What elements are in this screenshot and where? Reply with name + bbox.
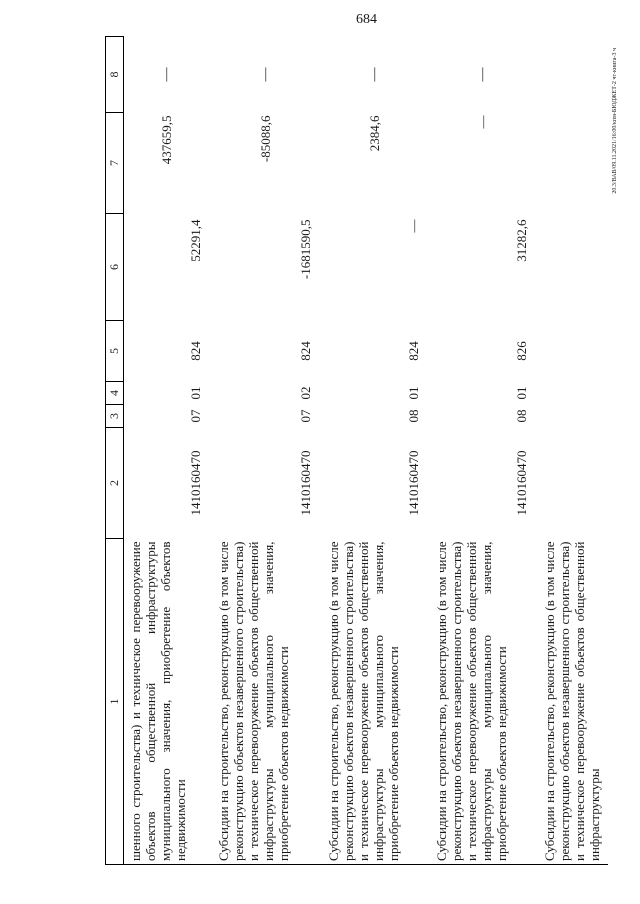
row-col8 <box>538 37 608 113</box>
header-col-7: 7 <box>106 113 124 214</box>
row-col7 <box>538 113 608 214</box>
row-name: Субсидии на строительство, реконструкцию (в том числе реконструкцию объектов незавершенного строительства) и техническое перевооружение объектов общественной инфраструктуры <box>538 539 608 865</box>
table-row <box>124 37 212 865</box>
table-row <box>212 37 322 865</box>
side-stamp-text: 20.3/ВАВ/09.11.2021/16:00/кпм-БЮДЖЕТ-2 чт-книга-3 ч <box>612 48 618 194</box>
row-col6: -1681590,5 <box>297 219 313 280</box>
row-type: 824 <box>405 341 421 361</box>
header-col-1: 1 <box>106 539 124 865</box>
budget-table <box>105 36 608 865</box>
header-col-6: 6 <box>106 214 124 321</box>
header-col-2: 2 <box>106 428 124 539</box>
row-subsection: 01 <box>187 386 203 400</box>
row-section: 07 <box>187 409 203 423</box>
row-col8: — <box>257 67 273 82</box>
row-code: 1410160470 <box>187 450 203 516</box>
row-type <box>538 321 608 382</box>
row-section: 08 <box>405 409 421 423</box>
rotated-table-container <box>105 45 602 865</box>
row-col8: — <box>366 67 382 82</box>
row-col6: 52291,4 <box>187 219 203 262</box>
page-number: 684 <box>356 12 377 27</box>
side-stamp <box>608 42 622 842</box>
row-subsection: 01 <box>405 386 421 400</box>
row-col7: — <box>474 115 490 129</box>
table-row <box>538 37 608 865</box>
row-col8: — <box>474 67 490 82</box>
row-col7: 2384,6 <box>366 115 382 152</box>
row-col6 <box>538 214 608 321</box>
header-col-4: 4 <box>106 382 124 405</box>
header-col-3: 3 <box>106 405 124 428</box>
row-col6: — <box>405 219 421 233</box>
row-code: 1410160470 <box>405 450 421 516</box>
row-col7: -85088,6 <box>257 115 273 163</box>
table-row <box>322 37 430 865</box>
row-section <box>538 405 608 428</box>
row-type: 826 <box>513 341 529 361</box>
table-header-row <box>106 37 124 865</box>
row-name: Субсидии на строительство, реконструкцию (в том числе реконструкцию объектов незавершенного строительства) и техническое перевооружение объектов общественной инфраструктуры муниципального значения, приобретение объектов недвижимости <box>430 539 538 865</box>
row-name: шенного строительства) и техническое перевооружение объектов общественной инфраструктуры муниципального значения, приобретение объектов недвижимости <box>124 539 212 865</box>
row-name: Субсидии на строительство, реконструкцию (в том числе реконструкцию объектов незавершенного строительства) и техническое перевооружение объектов общественной инфраструктуры муниципального значения, приобретение объектов недвижимости <box>212 539 322 865</box>
row-code <box>538 428 608 539</box>
header-col-5: 5 <box>106 321 124 382</box>
row-col8: — <box>158 67 174 82</box>
row-code: 1410160470 <box>513 450 529 516</box>
row-subsection <box>538 382 608 405</box>
header-col-8: 8 <box>106 37 124 113</box>
row-type: 824 <box>187 341 203 361</box>
row-code: 1410160470 <box>297 450 313 516</box>
row-name: Субсидии на строительство, реконструкцию (в том числе реконструкцию объектов незавершенного строительства) и техническое перевооружение объектов общественной инфраструктуры муниципального значения, приобретение объектов недвижимости <box>322 539 430 865</box>
row-col6: 31282,6 <box>513 219 529 262</box>
row-type: 824 <box>297 341 313 361</box>
row-col7: 437659,5 <box>158 115 174 165</box>
row-subsection: 01 <box>513 386 529 400</box>
row-section: 08 <box>513 409 529 423</box>
row-subsection: 02 <box>297 386 313 400</box>
row-section: 07 <box>297 409 313 423</box>
table-row <box>430 37 538 865</box>
